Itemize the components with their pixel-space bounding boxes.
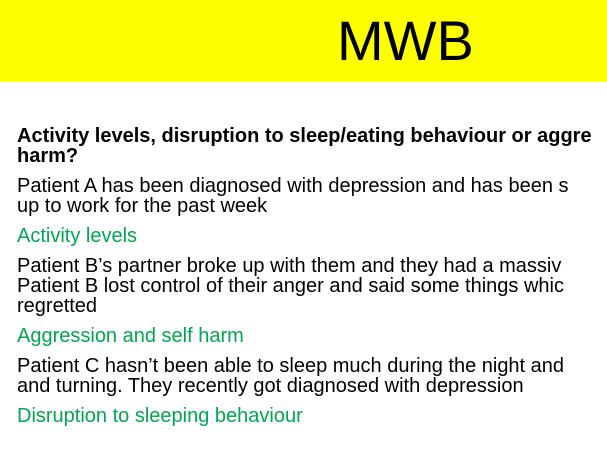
patient-a-description: [17, 176, 607, 216]
description-line: regretted: [17, 295, 98, 317]
question-line: harm?: [17, 145, 79, 167]
description-line: up to work for the past week: [17, 195, 268, 217]
patient-c-answer: Disruption to sleeping behaviour: [17, 405, 303, 427]
description-line: Patient B lost control of their anger and said some things whic: [17, 275, 564, 297]
question-text: [17, 126, 607, 166]
patient-c-description: [17, 356, 607, 396]
description-line: and turning. They recently got diagnosed with depression: [17, 375, 524, 397]
description-line: Patient A has been diagnosed with depression and has been s: [17, 175, 569, 197]
description-line: Patient C hasn’t been able to sleep much during the night and: [17, 355, 565, 377]
patient-b-answer: Aggression and self harm: [17, 325, 244, 347]
title-bar: [0, 0, 607, 82]
slide-title: MWB: [337, 9, 474, 72]
description-line: Patient B’s partner broke up with them and they had a massiv: [17, 255, 562, 277]
patient-b-description: [17, 256, 607, 316]
patient-a-answer: Activity levels: [17, 225, 138, 247]
question-line: Activity levels, disruption to sleep/eating behaviour or aggre: [17, 125, 592, 147]
slide-body: [17, 126, 607, 436]
